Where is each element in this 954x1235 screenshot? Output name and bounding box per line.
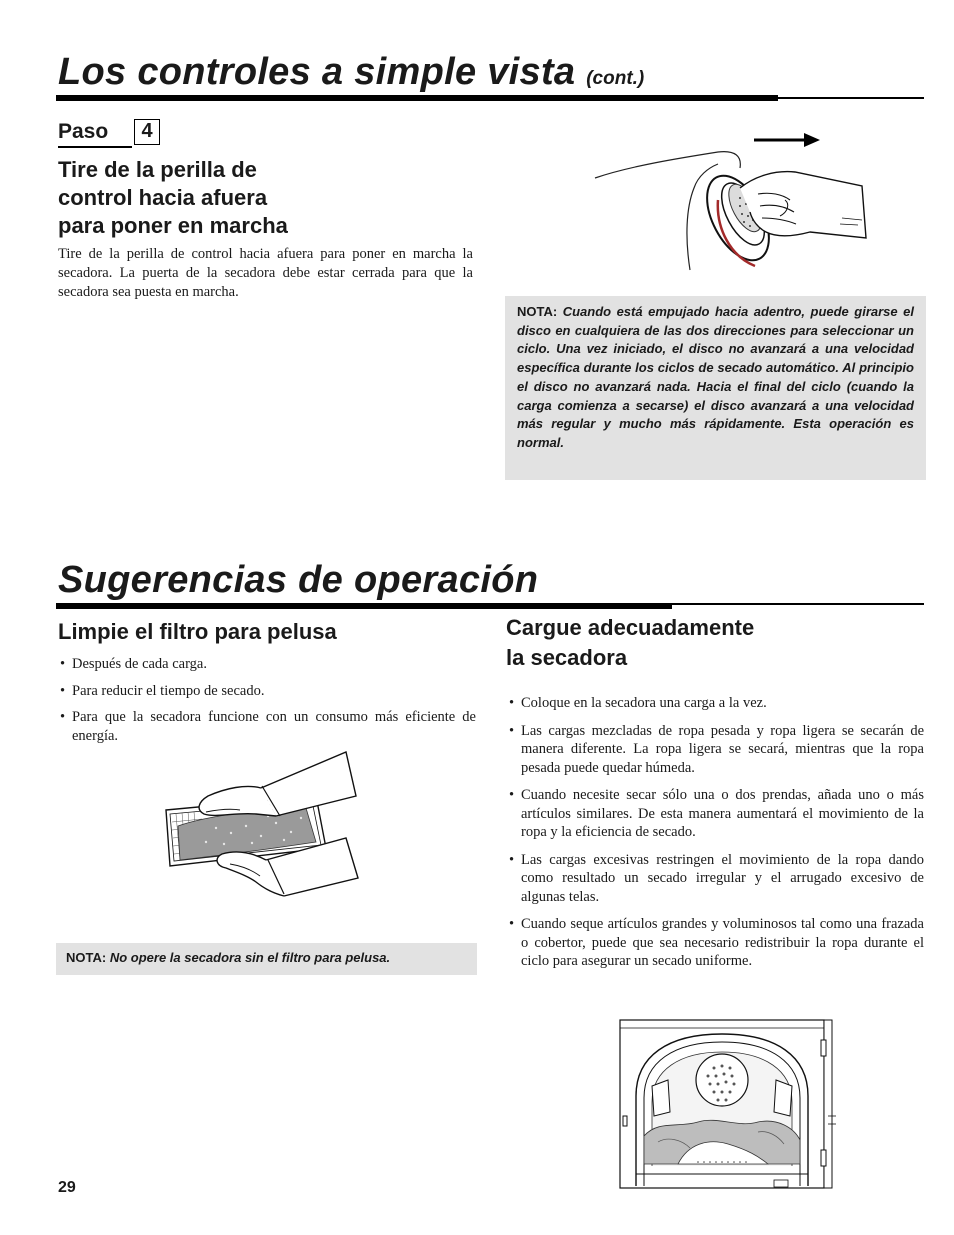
list-item: • Cuando seque artículos grandes y voluminosos tal como una frazada o cobertor, puede que sea necesario redistribuir la ropa durante el ciclo para asegurar un secado uniforme. xyxy=(507,915,924,971)
list-item: • Las cargas excesivas restringen el movimiento de la ropa dando como resultado un secado irregular y el arrugado excesivo de algunas telas. xyxy=(507,851,924,907)
step-label: Paso xyxy=(58,120,109,143)
dryer-drum-illustration xyxy=(618,1016,836,1194)
section-title-suffix: (cont.) xyxy=(586,68,645,89)
note-label: NOTA: xyxy=(66,950,107,965)
step-label-underline xyxy=(58,146,132,148)
section2-rule-thin xyxy=(56,603,924,605)
heading-line: Cargue adecuadamente xyxy=(506,615,755,640)
step-heading-line: Tire de la perilla de xyxy=(58,157,257,182)
list-item: • Después de cada carga. xyxy=(58,655,476,674)
arrow-right-icon xyxy=(804,133,820,147)
title-rule-thin xyxy=(56,97,924,99)
lint-filter-list xyxy=(58,655,476,745)
list-item: • Para que la secadora funcione con un consumo más eficiente de energía. xyxy=(58,708,476,745)
note-control-dial xyxy=(505,296,926,480)
list-item: • Las cargas mezcladas de ropa pesada y ropa ligera se secarán de manera diferente. La ropa ligera se secará, mientras que la ropa pesada puede quedar húmeda. xyxy=(507,722,924,778)
pull-knob-illustration xyxy=(590,128,880,278)
step-heading-line: control hacia afuera xyxy=(58,185,268,210)
list-item: • Coloque en la secadora una carga a la vez. xyxy=(507,694,924,713)
page-number: 29 xyxy=(58,1179,76,1196)
note-text: No opere la secadora sin el filtro para pelusa. xyxy=(109,950,391,965)
note-label: NOTA: xyxy=(517,304,558,319)
note-lint-filter xyxy=(56,943,477,975)
step-heading-line: para poner en marcha xyxy=(58,213,288,238)
section-title-text: Los controles a simple vista xyxy=(58,51,576,93)
lint-filter-illustration xyxy=(156,748,361,898)
list-item: • Para reducir el tiempo de secado. xyxy=(58,682,476,701)
section-title-operation: Sugerencias de operación xyxy=(58,559,539,601)
step-number-box: 4 xyxy=(134,119,160,145)
step-body-text: Tire de la perilla de control hacia afuera para poner en marcha la secadora. La puerta de la secadora debe estar cerrada para que la secadora sea puesta en marcha. xyxy=(58,246,473,300)
heading-line: la secadora xyxy=(506,645,628,670)
note-text: Cuando está empujado hacia adentro, puede girarse el disco en cualquiera de las dos direcciones para seleccionar un ciclo. Una vez iniciado, el disco no avanzará a una velocidad específica durante los ciclos de secado automático. Al principio el disco no avanzará nada. Hacia el final del ciclo (cuando la carga comienza a secarse) el disco avanzará a una velocidad más regular y mucho más rápidamente. Esta operación es normal. xyxy=(517,304,914,450)
load-dryer-heading xyxy=(506,613,926,673)
lint-filter-heading: Limpie el filtro para pelusa xyxy=(58,619,337,644)
section-title-controls xyxy=(58,50,644,101)
list-item: • Cuando necesite secar sólo una o dos prendas, añada uno o más artículos similares. De esta manera aumentará el movimiento de la ropa y la eficiencia de secado. xyxy=(507,786,924,842)
load-dryer-list xyxy=(507,694,924,971)
step-heading xyxy=(58,156,478,240)
